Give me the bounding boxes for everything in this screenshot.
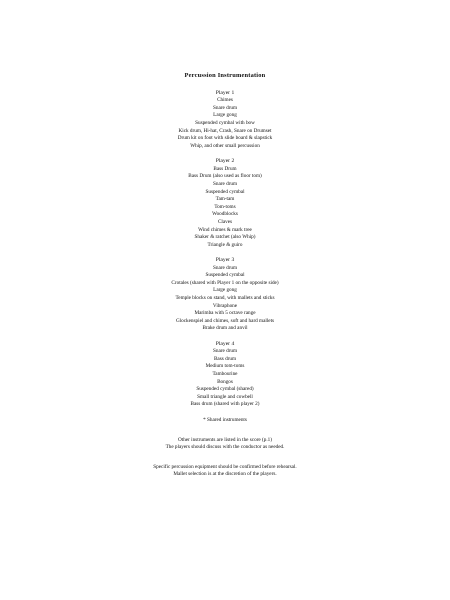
instrument-line: Suspended cymbal with bow [195, 120, 255, 127]
instrument-line: Small triangle and cowbell [197, 393, 253, 400]
footer-line: Specific percussion equipment should be confirmed before rehearsal. [153, 463, 297, 470]
player-4-section [0, 341, 450, 409]
player-heading: Player 1 [215, 90, 235, 96]
player-3-section [0, 257, 450, 333]
instrument-line: Snare drum [212, 104, 238, 111]
instrument-line: Bass Drum [213, 165, 237, 172]
page-title: Percussion Instrumentation [184, 72, 266, 79]
player-heading: Player 3 [215, 257, 235, 264]
instrument-line: Kick drum, Hi-hat, Crash, Snare on Drumset [178, 127, 272, 134]
footer-paragraph [0, 437, 450, 452]
instrument-line: Tam-tam [215, 196, 235, 203]
instrument-line: Snare drum [212, 348, 238, 355]
instrument-line: Temple blocks on stand, with mallets and sticks [175, 294, 275, 301]
instrument-line: Triangle & guiro [207, 241, 243, 248]
instrument-line: Bass Drum (also used as floor tom) [188, 173, 262, 180]
instrument-line: Woodblocks [212, 211, 238, 218]
player-2-section [0, 158, 450, 249]
instrument-line: Suspended cymbal (shared) [196, 386, 254, 393]
instrument-line: Glockenspiel and chimes, soft and hard mallets [175, 317, 275, 324]
instrument-line: Tom-toms [214, 203, 236, 210]
instrument-line: Suspended cymbal [205, 188, 245, 195]
instrument-line: Brake drum and anvil [202, 325, 248, 332]
footer-line: Mallet selection is at the discretion of the players. [173, 471, 277, 478]
instrument-line: Shaker & ratchet (also Whip) [194, 234, 256, 241]
shared-instruments-note: * Shared instruments [203, 416, 247, 423]
instrument-line: Whip, and other small percussion [190, 142, 260, 149]
instrument-line: Snare drum [212, 180, 238, 187]
instrument-line: Large gong [213, 112, 237, 119]
instrument-line: Tambourine [212, 371, 238, 377]
instrument-line: Claves [217, 218, 233, 225]
footer-line: The players should discuss with the conductor as needed. [165, 444, 285, 451]
footer-paragraph [0, 464, 450, 479]
instrument-line: Bass drum (shared with player 2) [190, 401, 260, 408]
instrument-line: Drum kit on foot with slide board & slapstick [177, 135, 273, 142]
player-heading: Player 4 [215, 340, 235, 347]
instrument-line: Chimes [217, 97, 233, 104]
player-1-section [0, 90, 450, 150]
instrument-line: Bass drum [213, 355, 237, 362]
instrument-line: Suspended cymbal [205, 272, 245, 279]
instrument-line: Wind chimes & mark tree [198, 226, 252, 233]
footer-line: Other instruments are listed in the score (p.1) [178, 436, 272, 443]
instrument-line: Marimba with 5 octave range [194, 310, 256, 317]
instrument-line: Snare drum [212, 264, 238, 271]
instrument-line: Bongos [217, 378, 233, 385]
player-heading: Player 2 [215, 158, 235, 165]
instrument-line: Large gong [213, 287, 237, 294]
instrument-line: Vibraphone [212, 302, 238, 309]
instrument-line: Medium tom-toms [205, 363, 245, 370]
instrument-line: Crotales (shared with Player 1 on the opposite side) [171, 279, 279, 286]
